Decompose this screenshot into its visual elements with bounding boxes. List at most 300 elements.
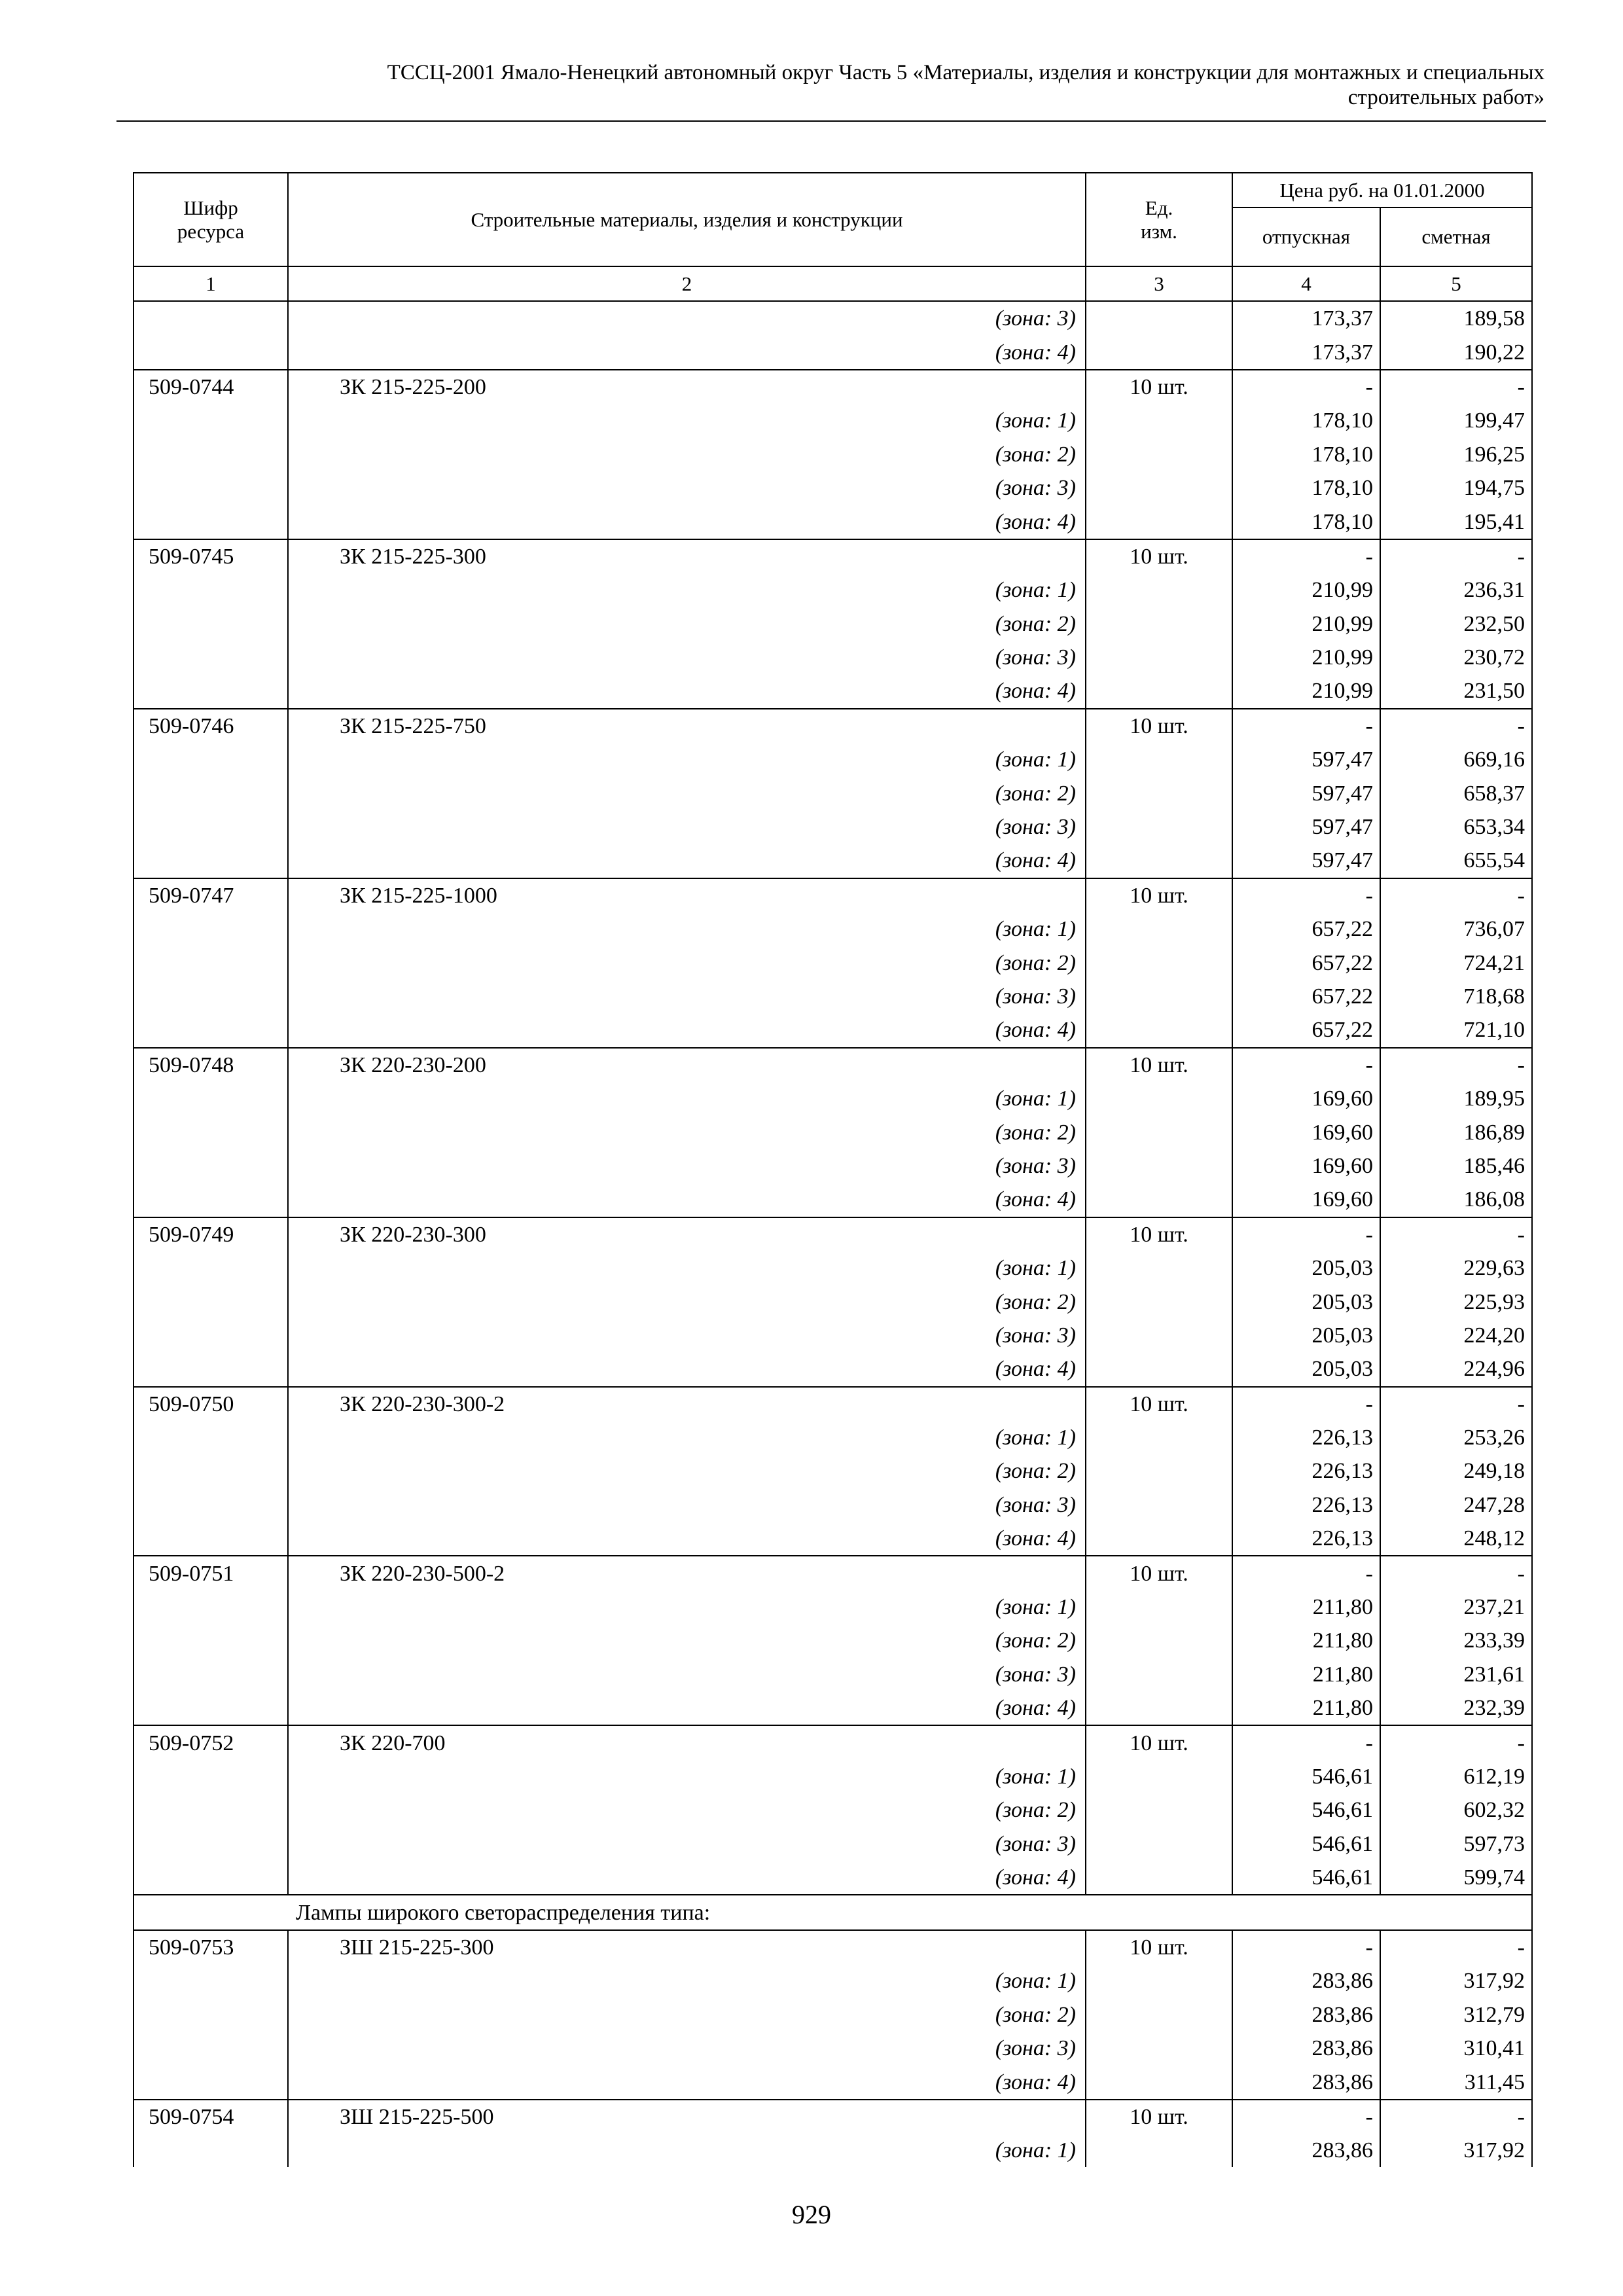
resource-code: 509-0749 (134, 1217, 288, 1251)
resource-code (134, 1760, 288, 1793)
estimate-price: 236,31 (1380, 573, 1532, 607)
zone-label: (зона: 1) (288, 573, 1086, 607)
resource-code (134, 1861, 288, 1895)
zone-label: (зона: 3) (288, 1149, 1086, 1183)
resource-code (134, 674, 288, 708)
zone-row (134, 1421, 1532, 1454)
unit-of-measure (1086, 1352, 1232, 1386)
zone-label: (зона: 2) (288, 1998, 1086, 2032)
zone-row (134, 1624, 1532, 1657)
resource-code (134, 1895, 288, 1929)
estimate-price: 247,28 (1380, 1488, 1532, 1522)
column-number-3: 3 (1086, 266, 1232, 301)
resource-code (134, 1488, 288, 1522)
zone-label: (зона: 4) (288, 335, 1086, 369)
release-price: 546,61 (1232, 1827, 1380, 1861)
zone-label: (зона: 3) (288, 471, 1086, 505)
zone-row (134, 2032, 1532, 2065)
item-row (134, 1387, 1532, 1421)
resource-code (134, 2032, 288, 2065)
release-price: 283,86 (1232, 2065, 1380, 2099)
item-row (134, 878, 1532, 912)
estimate-price: 232,39 (1380, 1691, 1532, 1725)
resource-code (134, 1149, 288, 1183)
column-number-4: 4 (1232, 266, 1380, 301)
item-row (134, 1725, 1532, 1759)
zone-row (134, 471, 1532, 505)
material-name: ЗК 220-230-200 (288, 1048, 1086, 1082)
estimate-price: 231,50 (1380, 674, 1532, 708)
estimate-price: 602,32 (1380, 1793, 1532, 1827)
zone-label: (зона: 2) (288, 946, 1086, 979)
resource-code: 509-0745 (134, 539, 288, 573)
zone-row (134, 1488, 1532, 1522)
item-row (134, 539, 1532, 573)
zone-row (134, 1793, 1532, 1827)
zone-label: (зона: 4) (288, 844, 1086, 878)
unit-of-measure (1086, 301, 1232, 335)
estimate-price: 599,74 (1380, 1861, 1532, 1895)
release-price: 211,80 (1232, 1691, 1380, 1725)
unit-of-measure (1086, 471, 1232, 505)
resource-code (134, 335, 288, 369)
price-table-body (134, 301, 1532, 2167)
release-price: 205,03 (1232, 1285, 1380, 1318)
unit-of-measure (1086, 2134, 1232, 2167)
estimate-price: 653,34 (1380, 810, 1532, 844)
zone-label: (зона: 3) (288, 1658, 1086, 1691)
estimate-price: 229,63 (1380, 1251, 1532, 1285)
resource-code: 509-0746 (134, 709, 288, 743)
zone-label: (зона: 2) (288, 1624, 1086, 1657)
zone-row (134, 1760, 1532, 1793)
unit-of-measure (1086, 743, 1232, 776)
zone-label: (зона: 1) (288, 912, 1086, 946)
release-price: 211,80 (1232, 1658, 1380, 1691)
zone-row (134, 1319, 1532, 1352)
item-row (134, 1048, 1532, 1082)
resource-code (134, 810, 288, 844)
resource-code (134, 1590, 288, 1624)
unit-of-measure (1086, 1285, 1232, 1318)
release-price: 283,86 (1232, 1998, 1380, 2032)
resource-code: 509-0752 (134, 1725, 288, 1759)
zone-row (134, 1352, 1532, 1386)
zone-label: (зона: 2) (288, 1115, 1086, 1149)
resource-code: 509-0748 (134, 1048, 288, 1082)
item-row (134, 709, 1532, 743)
zone-label: (зона: 1) (288, 1082, 1086, 1115)
unit-of-measure: 10 шт. (1086, 1217, 1232, 1251)
release-price: 210,99 (1232, 607, 1380, 641)
zone-row (134, 1183, 1532, 1217)
resource-code (134, 1352, 288, 1386)
zone-label: (зона: 3) (288, 1827, 1086, 1861)
estimate-price: - (1380, 370, 1532, 404)
zone-label: (зона: 4) (288, 1861, 1086, 1895)
release-price: - (1232, 1048, 1380, 1082)
release-price: - (1232, 370, 1380, 404)
material-name: ЗК 215-225-300 (288, 539, 1086, 573)
zone-row (134, 2065, 1532, 2099)
release-price: - (1232, 1725, 1380, 1759)
column-header-price: Цена руб. на 01.01.2000 (1232, 173, 1532, 207)
zone-label: (зона: 4) (288, 674, 1086, 708)
price-table-header (134, 173, 1532, 301)
unit-of-measure (1086, 1115, 1232, 1149)
zone-label: (зона: 2) (288, 1793, 1086, 1827)
estimate-price: 249,18 (1380, 1454, 1532, 1488)
column-header-release-price: отпускная (1232, 207, 1380, 266)
release-price: 210,99 (1232, 641, 1380, 674)
resource-code (134, 1624, 288, 1657)
zone-row (134, 1149, 1532, 1183)
release-price: 546,61 (1232, 1793, 1380, 1827)
zone-label: (зона: 3) (288, 1319, 1086, 1352)
material-name: ЗК 215-225-750 (288, 709, 1086, 743)
unit-of-measure (1086, 1149, 1232, 1183)
estimate-price: 736,07 (1380, 912, 1532, 946)
unit-of-measure (1086, 1319, 1232, 1352)
unit-of-measure (1086, 1013, 1232, 1047)
unit-of-measure (1086, 335, 1232, 369)
estimate-price: 195,41 (1380, 505, 1532, 539)
release-price: 226,13 (1232, 1421, 1380, 1454)
zone-label: (зона: 2) (288, 438, 1086, 471)
release-price: - (1232, 539, 1380, 573)
estimate-price: 317,92 (1380, 1964, 1532, 1998)
unit-of-measure (1086, 1082, 1232, 1115)
estimate-price: 224,20 (1380, 1319, 1532, 1352)
release-price: 283,86 (1232, 2032, 1380, 2065)
zone-row (134, 404, 1532, 437)
zone-row (134, 438, 1532, 471)
column-number-1: 1 (134, 266, 288, 301)
unit-of-measure: 10 шт. (1086, 1048, 1232, 1082)
estimate-price: 233,39 (1380, 1624, 1532, 1657)
zone-row (134, 1964, 1532, 1998)
resource-code (134, 438, 288, 471)
resource-code (134, 1115, 288, 1149)
zone-label: (зона: 4) (288, 1522, 1086, 1556)
zone-label: (зона: 3) (288, 1488, 1086, 1522)
unit-of-measure (1086, 674, 1232, 708)
column-header-estimate-price: сметная (1380, 207, 1532, 266)
estimate-price: 186,89 (1380, 1115, 1532, 1149)
release-price: 169,60 (1232, 1115, 1380, 1149)
zone-label: (зона: 1) (288, 1760, 1086, 1793)
material-name: ЗК 220-700 (288, 1725, 1086, 1759)
estimate-price: 230,72 (1380, 641, 1532, 674)
group-heading: Лампы широкого светораспределения типа: (288, 1895, 1532, 1929)
release-price: 597,47 (1232, 810, 1380, 844)
release-price: 597,47 (1232, 743, 1380, 776)
resource-code: 509-0754 (134, 2100, 288, 2134)
unit-of-measure (1086, 641, 1232, 674)
release-price: 173,37 (1232, 335, 1380, 369)
estimate-price: 199,47 (1380, 404, 1532, 437)
resource-code (134, 607, 288, 641)
resource-code (134, 1964, 288, 1998)
release-price: 546,61 (1232, 1760, 1380, 1793)
zone-label: (зона: 1) (288, 1421, 1086, 1454)
zone-row (134, 980, 1532, 1013)
zone-row (134, 573, 1532, 607)
estimate-price: 196,25 (1380, 438, 1532, 471)
release-price: 210,99 (1232, 573, 1380, 607)
material-name: ЗК 220-230-300 (288, 1217, 1086, 1251)
zone-row (134, 810, 1532, 844)
zone-row (134, 912, 1532, 946)
unit-of-measure (1086, 1691, 1232, 1725)
zone-label: (зона: 3) (288, 2032, 1086, 2065)
resource-code: 509-0751 (134, 1556, 288, 1590)
estimate-price: 190,22 (1380, 335, 1532, 369)
unit-of-measure: 10 шт. (1086, 1930, 1232, 1964)
estimate-price: - (1380, 1217, 1532, 1251)
release-price: - (1232, 709, 1380, 743)
unit-of-measure (1086, 776, 1232, 810)
release-price: 226,13 (1232, 1522, 1380, 1556)
unit-of-measure (1086, 1827, 1232, 1861)
zone-label: (зона: 1) (288, 2134, 1086, 2167)
release-price: 178,10 (1232, 471, 1380, 505)
zone-label: (зона: 3) (288, 810, 1086, 844)
unit-of-measure (1086, 404, 1232, 437)
estimate-price: 253,26 (1380, 1421, 1532, 1454)
zone-label: (зона: 3) (288, 980, 1086, 1013)
release-price: 205,03 (1232, 1319, 1380, 1352)
unit-of-measure (1086, 573, 1232, 607)
unit-of-measure (1086, 505, 1232, 539)
running-header-line-1: ТССЦ-2001 Ямало-Ненецкий автономный округ Часть 5 «Материалы, изделия и конструкции для монтажных и специальных (387, 61, 1544, 84)
item-row (134, 370, 1532, 404)
resource-code (134, 1658, 288, 1691)
unit-of-measure (1086, 1760, 1232, 1793)
zone-label: (зона: 1) (288, 743, 1086, 776)
estimate-price: 721,10 (1380, 1013, 1532, 1047)
zone-row (134, 1082, 1532, 1115)
resource-code (134, 844, 288, 878)
price-table (133, 172, 1533, 2167)
zone-row (134, 1590, 1532, 1624)
resource-code (134, 573, 288, 607)
unit-of-measure: 10 шт. (1086, 1556, 1232, 1590)
zone-label: (зона: 4) (288, 1183, 1086, 1217)
release-price: 597,47 (1232, 776, 1380, 810)
zone-label: (зона: 3) (288, 301, 1086, 335)
zone-label: (зона: 4) (288, 505, 1086, 539)
item-row (134, 1556, 1532, 1590)
zone-row (134, 1691, 1532, 1725)
estimate-price: - (1380, 1387, 1532, 1421)
estimate-price: - (1380, 1556, 1532, 1590)
resource-code (134, 980, 288, 1013)
zone-label: (зона: 1) (288, 404, 1086, 437)
unit-of-measure (1086, 1488, 1232, 1522)
estimate-price: 186,08 (1380, 1183, 1532, 1217)
zone-row (134, 743, 1532, 776)
running-header (118, 60, 1544, 110)
release-price: - (1232, 1930, 1380, 1964)
zone-row (134, 776, 1532, 810)
release-price: 657,22 (1232, 946, 1380, 979)
resource-code (134, 505, 288, 539)
resource-code (134, 1691, 288, 1725)
release-price: - (1232, 1217, 1380, 1251)
release-price: 283,86 (1232, 2134, 1380, 2167)
estimate-price: - (1380, 1725, 1532, 1759)
unit-of-measure: 10 шт. (1086, 539, 1232, 573)
running-header-line-2: строительных работ» (1347, 86, 1544, 109)
resource-code (134, 1319, 288, 1352)
estimate-price: 232,50 (1380, 607, 1532, 641)
resource-code (134, 1522, 288, 1556)
release-price: 657,22 (1232, 912, 1380, 946)
zone-row (134, 1658, 1532, 1691)
material-name: ЗК 215-225-200 (288, 370, 1086, 404)
release-price: 226,13 (1232, 1454, 1380, 1488)
zone-row (134, 335, 1532, 369)
material-name: ЗК 215-225-1000 (288, 878, 1086, 912)
resource-code (134, 776, 288, 810)
unit-of-measure (1086, 844, 1232, 878)
column-header-unit: Ед. изм. (1086, 173, 1232, 266)
release-price: 211,80 (1232, 1590, 1380, 1624)
resource-code (134, 1013, 288, 1047)
zone-row (134, 607, 1532, 641)
resource-code (134, 301, 288, 335)
resource-code (134, 1998, 288, 2032)
item-row (134, 2100, 1532, 2134)
unit-of-measure: 10 шт. (1086, 709, 1232, 743)
unit-of-measure: 10 шт. (1086, 370, 1232, 404)
item-row (134, 1217, 1532, 1251)
unit-of-measure (1086, 1454, 1232, 1488)
column-number-5: 5 (1380, 266, 1532, 301)
estimate-price: 237,21 (1380, 1590, 1532, 1624)
zone-label: (зона: 2) (288, 1454, 1086, 1488)
release-price: 169,60 (1232, 1082, 1380, 1115)
zone-row (134, 505, 1532, 539)
unit-of-measure: 10 шт. (1086, 878, 1232, 912)
estimate-price: - (1380, 1930, 1532, 1964)
zone-label: (зона: 2) (288, 776, 1086, 810)
unit-of-measure (1086, 1522, 1232, 1556)
unit-of-measure (1086, 2032, 1232, 2065)
resource-code: 509-0750 (134, 1387, 288, 1421)
zone-row (134, 946, 1532, 979)
unit-of-measure (1086, 607, 1232, 641)
estimate-price: - (1380, 1048, 1532, 1082)
zone-row (134, 844, 1532, 878)
estimate-price: 317,92 (1380, 2134, 1532, 2167)
zone-row (134, 301, 1532, 335)
resource-code (134, 1793, 288, 1827)
release-price: 211,80 (1232, 1624, 1380, 1657)
release-price: 657,22 (1232, 1013, 1380, 1047)
resource-code (134, 1454, 288, 1488)
release-price: - (1232, 1387, 1380, 1421)
resource-code (134, 2134, 288, 2167)
estimate-price: - (1380, 709, 1532, 743)
material-name: ЗК 220-230-300-2 (288, 1387, 1086, 1421)
resource-code: 509-0744 (134, 370, 288, 404)
estimate-price: 669,16 (1380, 743, 1532, 776)
release-price: - (1232, 2100, 1380, 2134)
estimate-price: - (1380, 539, 1532, 573)
release-price: 283,86 (1232, 1964, 1380, 1998)
unit-of-measure: 10 шт. (1086, 2100, 1232, 2134)
column-number-2: 2 (288, 266, 1086, 301)
zone-label: (зона: 1) (288, 1590, 1086, 1624)
resource-code (134, 1251, 288, 1285)
estimate-price: - (1380, 2100, 1532, 2134)
zone-label: (зона: 2) (288, 1285, 1086, 1318)
resource-code (134, 946, 288, 979)
release-price: 169,60 (1232, 1183, 1380, 1217)
release-price: 178,10 (1232, 404, 1380, 437)
unit-of-measure (1086, 1624, 1232, 1657)
header-divider (116, 120, 1546, 122)
unit-of-measure (1086, 912, 1232, 946)
estimate-price: 189,58 (1380, 301, 1532, 335)
zone-row (134, 1013, 1532, 1047)
column-header-name: Строительные материалы, изделия и конструкции (288, 173, 1086, 266)
release-price: 657,22 (1232, 980, 1380, 1013)
unit-of-measure (1086, 438, 1232, 471)
release-price: 210,99 (1232, 674, 1380, 708)
unit-of-measure (1086, 1861, 1232, 1895)
zone-row (134, 1522, 1532, 1556)
unit-of-measure (1086, 1183, 1232, 1217)
resource-code: 509-0747 (134, 878, 288, 912)
unit-of-measure (1086, 1964, 1232, 1998)
unit-of-measure (1086, 1658, 1232, 1691)
resource-code (134, 1183, 288, 1217)
release-price: 205,03 (1232, 1251, 1380, 1285)
estimate-price: 189,95 (1380, 1082, 1532, 1115)
zone-row (134, 1827, 1532, 1861)
material-name: ЗК 220-230-500-2 (288, 1556, 1086, 1590)
estimate-price: 194,75 (1380, 471, 1532, 505)
release-price: 546,61 (1232, 1861, 1380, 1895)
unit-of-measure (1086, 2065, 1232, 2099)
estimate-price: 311,45 (1380, 2065, 1532, 2099)
release-price: 178,10 (1232, 438, 1380, 471)
unit-of-measure: 10 шт. (1086, 1725, 1232, 1759)
resource-code (134, 1827, 288, 1861)
zone-row (134, 1861, 1532, 1895)
release-price: 205,03 (1232, 1352, 1380, 1386)
resource-code (134, 1421, 288, 1454)
estimate-price: 310,41 (1380, 2032, 1532, 2065)
estimate-price: - (1380, 878, 1532, 912)
zone-label: (зона: 2) (288, 607, 1086, 641)
release-price: 597,47 (1232, 844, 1380, 878)
unit-of-measure (1086, 1998, 1232, 2032)
estimate-price: 597,73 (1380, 1827, 1532, 1861)
column-header-code: Шифр ресурса (134, 173, 288, 266)
zone-label: (зона: 1) (288, 1251, 1086, 1285)
unit-of-measure (1086, 1421, 1232, 1454)
zone-row (134, 674, 1532, 708)
release-price: 226,13 (1232, 1488, 1380, 1522)
resource-code (134, 404, 288, 437)
unit-of-measure (1086, 810, 1232, 844)
estimate-price: 248,12 (1380, 1522, 1532, 1556)
estimate-price: 658,37 (1380, 776, 1532, 810)
